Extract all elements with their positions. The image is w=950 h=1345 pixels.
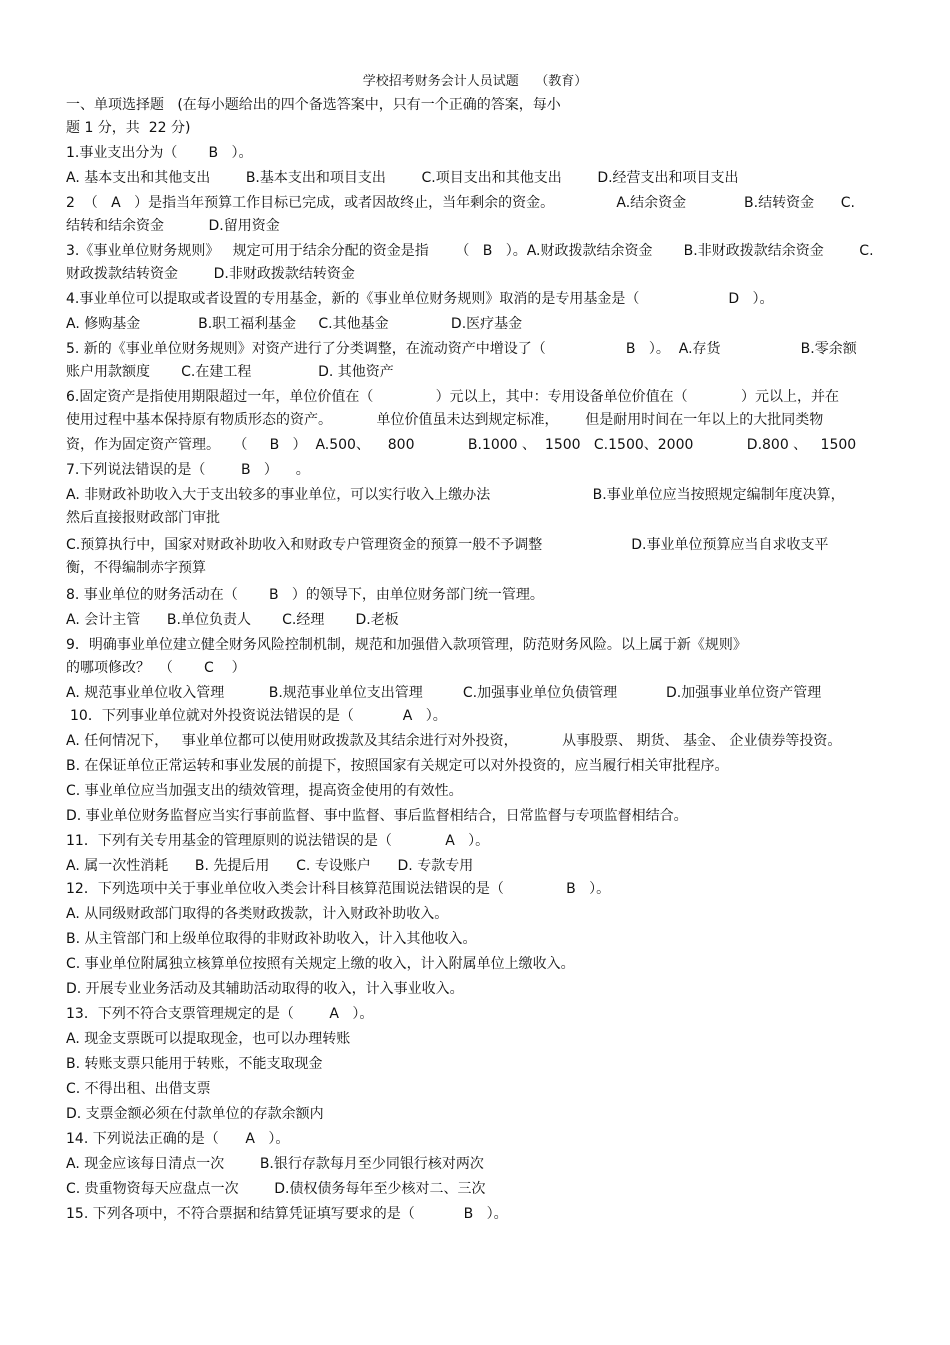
question-12-option-b: B. 从主管部门和上级单位取得的非财政补助收入，计入其他收入。 xyxy=(66,931,477,947)
question-10-option-c: C. 事业单位应当加强支出的绩效管理，提高资金使用的有效性。 xyxy=(66,783,463,799)
section-heading: 一、单项选择题 (在每小题给出的四个备选答案中，只有一个正确的答案，每小 xyxy=(66,97,561,113)
question-14: 14. 下列说法正确的是（ A ）。 xyxy=(66,1131,290,1147)
question-10-option-a: A. 任何情况下， 事业单位都可以使用财政拨款及其结余进行对外投资， 从事股票、 期货、 基金、 企业债券等投资。 xyxy=(66,733,842,749)
section-heading-cont: 题 1 分，共 22 分) xyxy=(66,120,191,136)
question-8: 8. 事业单位的财务活动在（ B ）的领导下，由单位财务部门统一管理。 xyxy=(66,587,544,603)
question-10-option-d: D. 事业单位财务监督应当实行事前监督、事中监督、事后监督相结合，日常监督与专项监督相结合。 xyxy=(66,808,688,824)
document-title: 学校招考财务会计人员试题 （教育） xyxy=(362,74,588,89)
question-12-option-a: A. 从同级财政部门取得的各类财政拨款，计入财政补助收入。 xyxy=(66,906,449,922)
question-12-option-c: C. 事业单位附属独立核算单位按照有关规定上缴的收入，计入附属单位上缴收入。 xyxy=(66,956,575,972)
question-11-options: A. 属一次性消耗 B. 先提后用 C. 专设账户 D. 专款专用 xyxy=(66,858,474,874)
exam-questions xyxy=(66,94,888,1226)
question-7-option-ab: A. 非财政补助收入大于支出较多的事业单位，可以实行收入上缴办法 B.事业单位应当按照规定编制年度决算， xyxy=(66,487,845,503)
question-13: 13．下列不符合支票管理规定的是（ A ）。 xyxy=(66,1006,374,1022)
question-7-option-cd: C.预算执行中，国家对财政补助收入和财政专户管理资金的预算一般不予调整 D.事业单位预算应当自求收支平 xyxy=(66,537,829,553)
question-14-options-cd: C. 贵重物资每天应盘点一次 D.债权债务每年至少核对二、三次 xyxy=(66,1181,486,1197)
question-11: 11．下列有关专用基金的管理原则的说法错误的是（ A ）。 xyxy=(66,833,490,849)
question-2-cont: 结转和结余资金 D.留用资金 xyxy=(66,218,280,234)
question-5: 5. 新的《事业单位财务规则》对资产进行了分类调整，在流动资产中增设了（ B ）。 A.存货 B.零余额 xyxy=(66,341,857,357)
question-1-options: A. 基本支出和其他支出 B.基本支出和项目支出 C.项目支出和其他支出 D.经营支出和项目支出 xyxy=(66,170,739,186)
question-4: 4.事业单位可以提取或者设置的专用基金，新的《事业单位财务规则》取消的是专用基金是（ D ）。 xyxy=(66,291,774,307)
question-6-options: 资，作为固定资产管理。 （ B ） A.500、 800 B.1000 、 1500 C.1500、2000 D.800 、 1500 xyxy=(66,437,857,453)
question-2: 2 （ A ）是指当年预算工作目标已完成，或者因故终止，当年剩余的资金。 A.结余资金 B.结转资金 C. xyxy=(66,195,856,211)
question-13-option-d: D. 支票金额必须在付款单位的存款余额内 xyxy=(66,1106,324,1122)
question-7-option-cd-cont: 衡，不得编制赤字预算 xyxy=(66,560,206,576)
question-1: 1.事业支出分为（ B ）。 xyxy=(66,145,253,161)
question-8-options: A. 会计主管 B.单位负责人 C.经理 D.老板 xyxy=(66,612,399,628)
question-5-cont: 账户用款额度 C.在建工程 D. 其他资产 xyxy=(66,364,394,380)
question-9-cont: 的哪项修改？ （ C ） xyxy=(66,660,246,676)
question-6: 6.固定资产是指使用期限超过一年，单位价值在（ ）元以上，其中：专用设备单位价值在（ ）元以上，并在 xyxy=(66,389,840,405)
question-13-option-c: C. 不得出租、出借支票 xyxy=(66,1081,211,1097)
question-4-options: A. 修购基金 B.职工福利基金 C.其他基金 D.医疗基金 xyxy=(66,316,523,332)
question-6-cont: 使用过程中基本保持原有物质形态的资产。 单位价值虽未达到规定标准， 但是耐用时间在一年以上的大批同类物 xyxy=(66,412,824,428)
question-13-option-a: A. 现金支票既可以提取现金，也可以办理转账 xyxy=(66,1031,351,1047)
question-7-option-ab-cont: 然后直接报财政部门审批 xyxy=(66,510,220,526)
question-3: 3.《事业单位财务规则》 规定可用于结余分配的资金是指 （ B ）。A.财政拨款结余资金 B.非财政拨款结余资金 C. xyxy=(66,243,874,259)
question-9: 9．明确事业单位建立健全财务风险控制机制，规范和加强借入款项管理，防范财务风险。以上属于新《规则》 xyxy=(66,637,747,653)
question-15: 15. 下列各项中，不符合票据和结算凭证填写要求的是（ B ）。 xyxy=(66,1206,508,1222)
question-10-option-b: B. 在保证单位正常运转和事业发展的前提下，按照国家有关规定可以对外投资的，应当履行相关审批程序。 xyxy=(66,758,729,774)
question-9-options: A. 规范事业单位收入管理 B.规范事业单位支出管理 C.加强事业单位负债管理 D.加强事业单位资产管理 xyxy=(66,685,822,701)
question-7: 7.下列说法错误的是（ B ） 。 xyxy=(66,462,310,478)
question-10: 10．下列事业单位就对外投资说法错误的是（ A ）。 xyxy=(70,708,447,724)
question-14-options-ab: A. 现金应该每日清点一次 B.银行存款每月至少同银行核对两次 xyxy=(66,1156,484,1172)
question-3-cont: 财政拨款结转资金 D.非财政拨款结转资金 xyxy=(66,266,355,282)
question-12-option-d: D. 开展专业业务活动及其辅助活动取得的收入，计入事业收入。 xyxy=(66,981,464,997)
question-12: 12．下列选项中关于事业单位收入类会计科目核算范围说法错误的是（ B ）。 xyxy=(66,881,611,897)
question-13-option-b: B. 转账支票只能用于转账，不能支取现金 xyxy=(66,1056,323,1072)
